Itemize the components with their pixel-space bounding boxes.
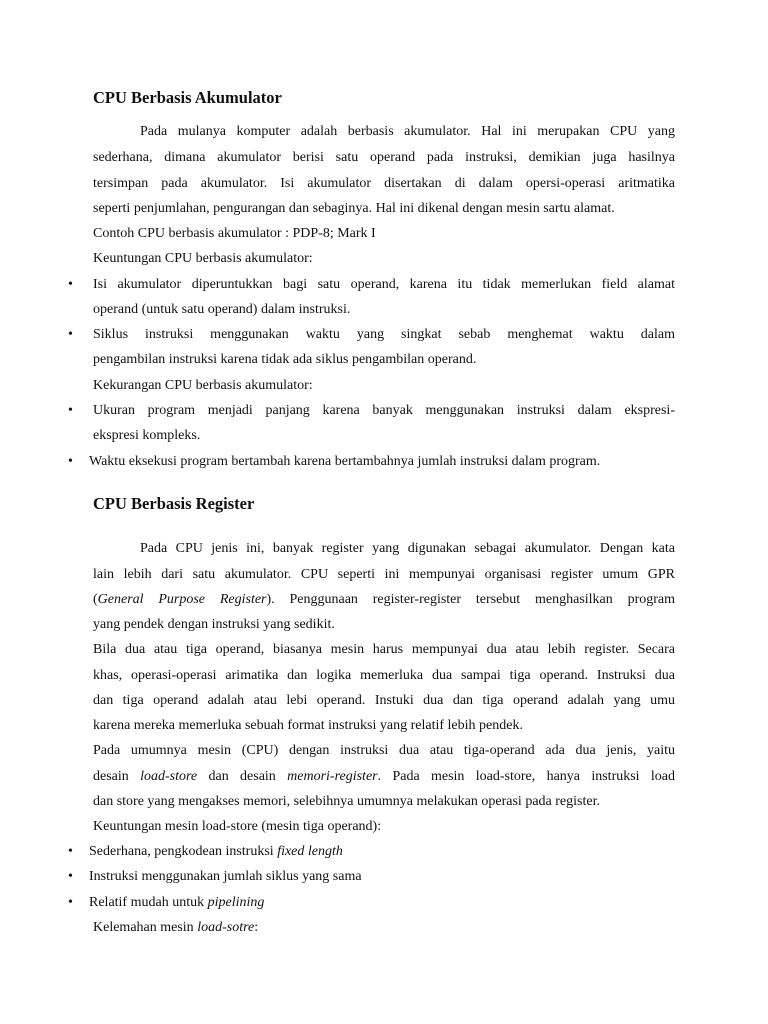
text-run: . Pada mesin load-store, hanya instruksi load xyxy=(377,769,675,784)
paragraph-line: seperti penjumlahan, pengurangan dan sebaginya. Hal ini dikenal dengan mesin sartu alamat. xyxy=(93,201,615,216)
paragraph-line: lain lebih dari satu akumulator. CPU seperti ini mempunyai organisasi register umum GPR xyxy=(93,567,675,582)
advantages-heading: Keuntungan CPU berbasis akumulator: xyxy=(93,251,313,266)
text-run: desain xyxy=(93,769,141,784)
paragraph-line: dan store yang mengakses memori, selebihnya umumnya melakukan operasi pada register. xyxy=(93,794,600,809)
paragraph-line xyxy=(93,768,675,786)
paragraph-line xyxy=(93,591,675,609)
text-run: dan desain xyxy=(197,769,288,784)
bullet-icon: • xyxy=(68,895,73,910)
disadvantages-heading: Kekurangan CPU berbasis akumulator: xyxy=(93,378,313,393)
paragraph-line: karena mereka memerluka sebuah format instruksi yang relatif lebih pendek. xyxy=(93,718,523,733)
list-item: Ukuran program menjadi panjang karena banyak menggunakan instruksi dalam ekspresi- xyxy=(93,403,675,418)
term-load-store: load-store xyxy=(140,769,198,784)
list-item: Isi akumulator diperuntukkan bagi satu operand, karena itu tidak memerlukan field alamat xyxy=(93,277,675,292)
list-item: Waktu eksekusi program bertambah karena bertambahnya jumlah instruksi dalam program. xyxy=(89,454,601,469)
bullet-icon: • xyxy=(68,277,73,292)
paragraph-line: sederhana, dimana akumulator berisi satu operand pada instruksi, demikian juga hasilnya xyxy=(93,150,675,165)
paragraph-line: tersimpan pada akumulator. Isi akumulator disertakan di dalam opersi-operasi aritmatika xyxy=(93,176,675,191)
list-item-continuation: operand (untuk satu operand) dalam instruksi. xyxy=(93,302,351,317)
paragraph-line: Pada mulanya komputer adalah berbasis akumulator. Hal ini merupakan CPU yang xyxy=(140,124,675,139)
term-load-sotre: load-sotre xyxy=(197,920,255,935)
weakness-heading xyxy=(93,919,675,937)
text-run: ). Penggunaan register-register tersebut menghasilkan program xyxy=(266,592,675,607)
list-item: Instruksi menggunakan jumlah siklus yang sama xyxy=(89,869,362,884)
bullet-icon: • xyxy=(68,454,73,469)
paragraph-line: dan tiga operand adalah atau lebi operand. Instuki dua dan tiga operand adalah yang umu xyxy=(93,693,675,708)
text-run: : xyxy=(254,920,259,935)
section-title-accumulator: CPU Berbasis Akumulator xyxy=(93,88,282,107)
paragraph-line: khas, operasi-operasi arimatika dan logika memerluka dua sampai tiga operand. Instruksi dua xyxy=(93,668,675,683)
bullet-icon: • xyxy=(68,403,73,418)
list-item: Siklus instruksi menggunakan waktu yang singkat sebab menghemat waktu dalam xyxy=(93,327,675,342)
paragraph-line: Bila dua atau tiga operand, biasanya mesin harus mempunyai dua atau lebih register. Secara xyxy=(93,642,675,657)
term-fixed-length: fixed length xyxy=(277,844,343,859)
text-run: Sederhana, pengkodean instruksi xyxy=(89,844,278,859)
paragraph-line: Pada umumnya mesin (CPU) dengan instruksi dua atau tiga-operand ada dua jenis, yaitu xyxy=(93,743,675,758)
paragraph-line: Pada CPU jenis ini, banyak register yang digunakan sebagai akumulator. Dengan kata xyxy=(140,541,675,556)
text-run: Relatif mudah untuk xyxy=(89,895,208,910)
bullet-icon: • xyxy=(68,327,73,342)
term-memori-register: memori-register xyxy=(287,769,378,784)
bullet-icon: • xyxy=(68,844,73,859)
bullet-icon: • xyxy=(68,869,73,884)
section-title-register: CPU Berbasis Register xyxy=(93,494,255,513)
term-gpr: General Purpose Register xyxy=(97,592,267,607)
list-item xyxy=(89,894,671,912)
text-run: Kelemahan mesin xyxy=(93,920,198,935)
advantages-heading: Keuntungan mesin load-store (mesin tiga operand): xyxy=(93,819,382,834)
list-item-continuation: pengambilan instruksi karena tidak ada siklus pengambilan operand. xyxy=(93,352,477,367)
list-item-continuation: ekspresi kompleks. xyxy=(93,428,201,443)
text-run: ( xyxy=(93,592,98,607)
term-pipelining: pipelining xyxy=(207,895,265,910)
list-item xyxy=(89,843,671,861)
example-line: Contoh CPU berbasis akumulator : PDP-8; Mark I xyxy=(93,226,376,241)
paragraph-line: yang pendek dengan instruksi yang sedikit. xyxy=(93,617,335,632)
